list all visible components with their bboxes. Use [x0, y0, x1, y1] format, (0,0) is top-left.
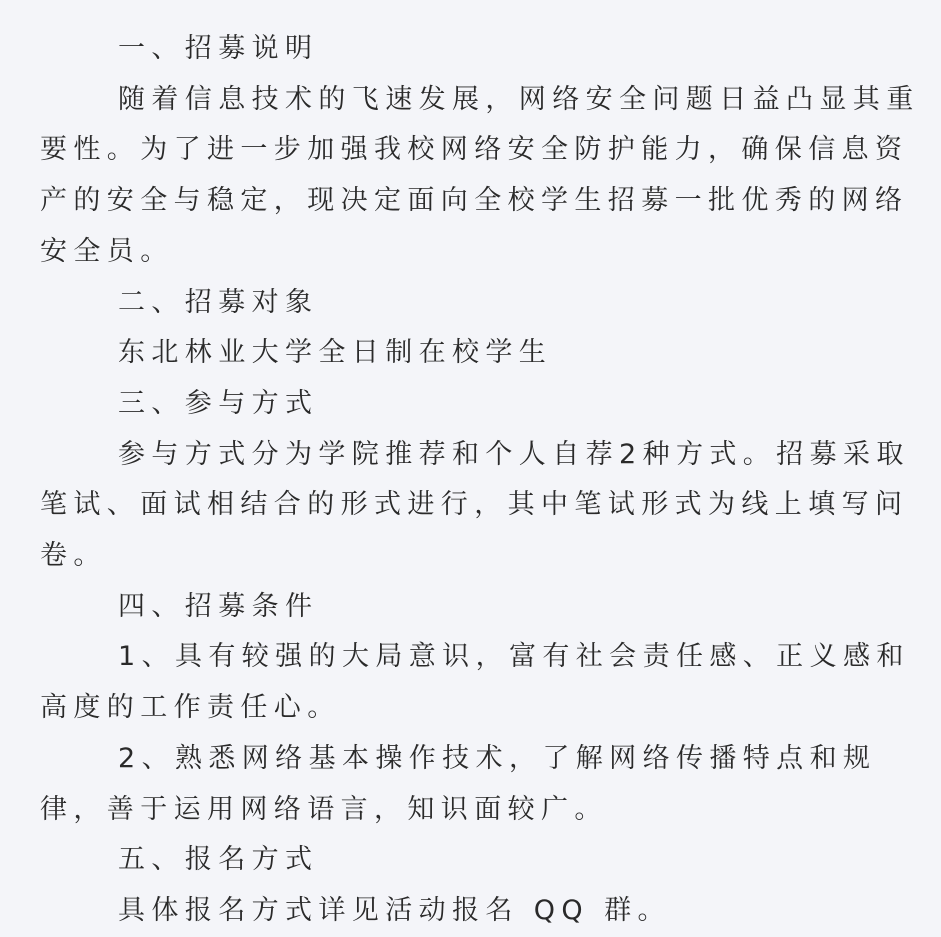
section-heading: 一、招募说明 — [118, 33, 319, 64]
paragraph-line: 卷。 — [40, 540, 107, 572]
section-heading: 三、参与方式 — [118, 387, 319, 419]
section-heading: 四、招募条件 — [118, 590, 319, 622]
paragraph-line: 参与方式分为学院推荐和个人自荐2种方式。招募采取 — [118, 438, 910, 470]
paragraph-line: 1、具有较强的大局意识，富有社会责任感、正义感和 — [118, 641, 910, 673]
paragraph-line: 具体报名方式详见活动报名 QQ 群。 — [118, 894, 671, 926]
paragraph-line: 安全员。 — [40, 235, 174, 267]
paragraph-line: 随着信息技术的飞速发展，网络安全问题日益凸显其重 — [118, 83, 920, 115]
paragraph-line: 产的安全与稳定，现决定面向全校学生招募一批优秀的网络 — [40, 185, 909, 217]
paragraph-line: 高度的工作责任心。 — [40, 692, 341, 724]
paragraph-line: 要性。为了进一步加强我校网络安全防护能力，确保信息资 — [40, 134, 909, 166]
paragraph-line: 律，善于运用网络语言，知识面较广。 — [40, 793, 608, 825]
paragraph-line: 东北林业大学全日制在校学生 — [118, 337, 553, 369]
section-heading: 五、报名方式 — [118, 844, 319, 876]
paragraph-line: 笔试、面试相结合的形式进行，其中笔试形式为线上填写问 — [40, 489, 909, 521]
section-heading: 二、招募对象 — [118, 286, 319, 318]
paragraph-line: 2、熟悉网络基本操作技术，了解网络传播特点和规 — [118, 742, 877, 774]
